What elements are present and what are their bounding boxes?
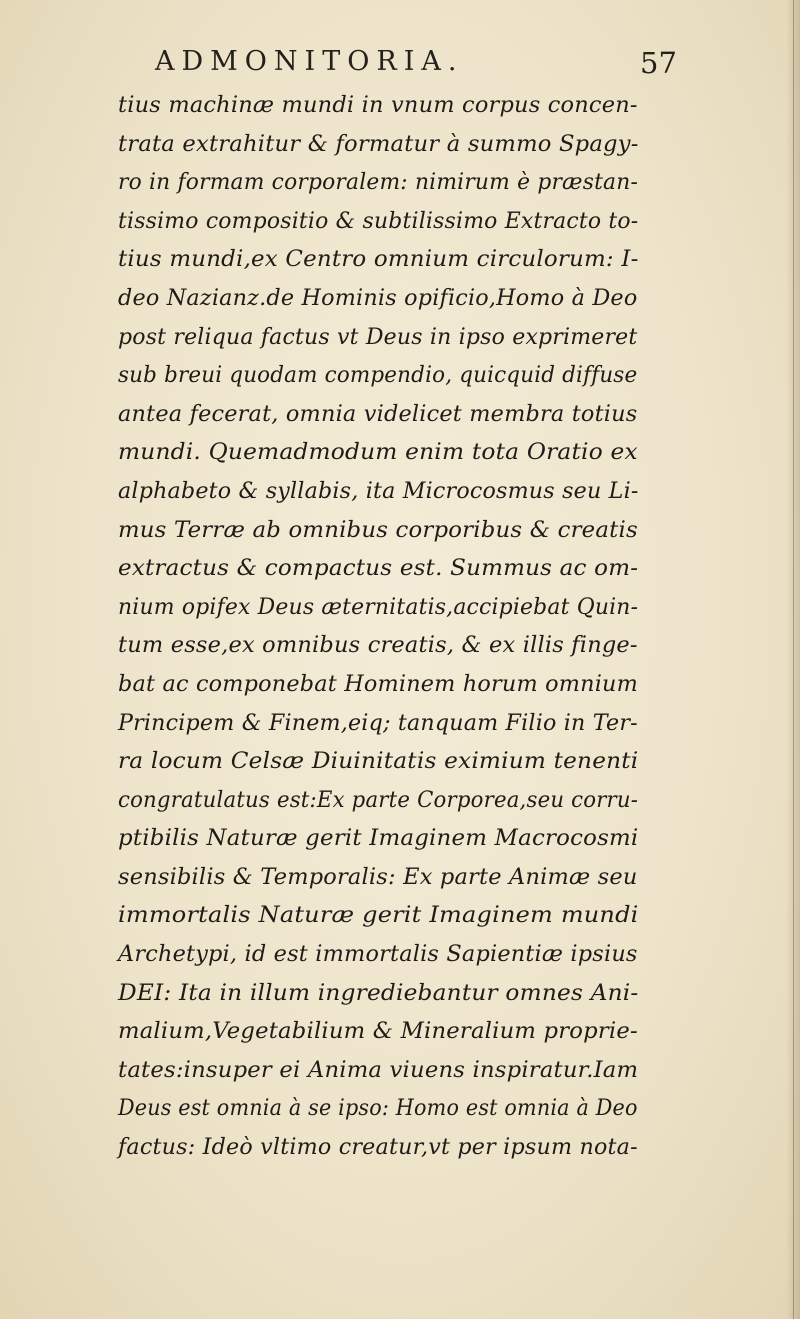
text-line: factus: Ideò vltimo creatur,vt per ipsum nota- xyxy=(118,1134,638,1161)
text-line: ra locum Celsæ Diuinitatis eximium tenenti xyxy=(118,748,639,775)
text-line: Principem & Finem,eiq; tanquam Filio in Ter- xyxy=(118,709,638,736)
text-line: antea fecerat, omnia videlicet membra totius xyxy=(118,400,638,427)
text-line: alphabeto & syllabis, ita Microcosmus seu Li- xyxy=(118,477,639,504)
text-line: sub breui quodam compendio, quicquid diffuse xyxy=(118,362,638,389)
text-line: bat ac componebat Hominem horum omnium xyxy=(118,670,639,697)
text-line: mundi. Quemadmodum enim tota Oratio ex xyxy=(118,439,638,466)
text-line: DEI: Ita in illum ingrediebantur omnes Ani- xyxy=(118,979,639,1006)
body-text xyxy=(118,86,638,1167)
text-line: ro in formam corporalem: nimirum è præstan- xyxy=(118,169,638,196)
text-line: tissimo compositio & subtilissimo Extracto to- xyxy=(118,207,639,234)
text-line: post reliqua factus vt Deus in ipso exprimeret xyxy=(118,323,638,350)
text-line: immortalis Naturæ gerit Imaginem mundi xyxy=(118,902,639,929)
text-line: congratulatus est:Ex parte Corporea,seu corru- xyxy=(118,786,639,813)
text-line: Deus est omnia à se ipso: Homo est omnia à Deo xyxy=(118,1095,638,1122)
page-edge-line xyxy=(793,0,794,1319)
text-line: sensibilis & Temporalis: Ex parte Animæ seu xyxy=(118,863,638,890)
text-line: Archetypi, id est immortalis Sapientiæ ipsius xyxy=(118,941,638,968)
text-line: tius machinæ mundi in vnum corpus concen- xyxy=(118,92,638,118)
text-line: nium opifex Deus æternitatis,accipiebat Quin- xyxy=(118,593,639,620)
running-title: ADMONITORIA. xyxy=(155,46,464,77)
text-line: extractus & compactus est. Summus ac om- xyxy=(118,555,639,582)
text-line: deo Nazianz.de Hominis opificio,Homo à Deo xyxy=(118,284,638,311)
text-line: tum esse,ex omnibus creatis, & ex illis finge- xyxy=(118,632,638,659)
text-line: mus Terræ ab omnibus corporibus & creatis xyxy=(118,516,638,543)
text-line: ptibilis Naturæ gerit Imaginem Macrocosmi xyxy=(118,825,639,852)
text-line: tates:insuper ei Anima viuens inspiratur.Iam xyxy=(118,1056,639,1083)
text-line: malium,Vegetabilium & Mineralium proprie- xyxy=(118,1018,638,1045)
text-line: trata extrahitur & formatur à summo Spagy- xyxy=(118,130,639,157)
text-line: tius mundi,ex Centro omnium circulorum: I- xyxy=(118,246,639,273)
page-number: 57 xyxy=(640,46,677,80)
